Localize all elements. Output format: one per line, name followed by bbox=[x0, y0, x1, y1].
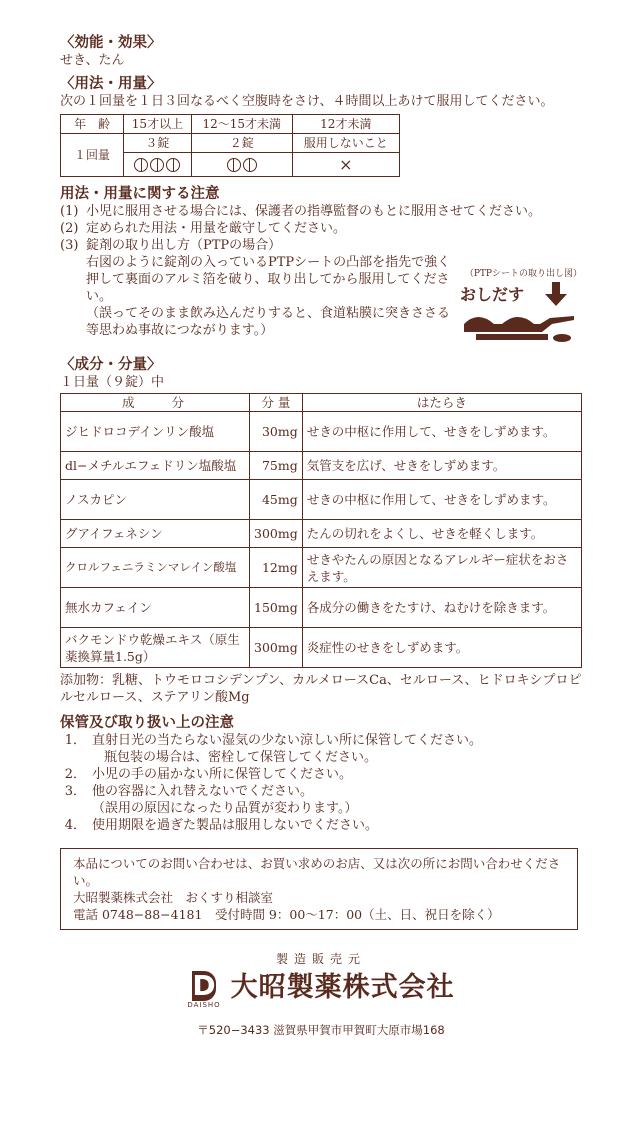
storage-number: 2． bbox=[64, 767, 86, 782]
caution-number: (2) bbox=[60, 221, 79, 236]
table-row bbox=[61, 452, 582, 480]
maker-logo-row bbox=[60, 971, 582, 1010]
ingredient-amount: 75mg bbox=[250, 452, 303, 480]
contact-line-3: 電話 0748−88−4181 受付時間 9：00〜17：00（土、日、祝日を除く） bbox=[73, 907, 500, 922]
contact-line-1: 本品についてのお問い合わせは、お買い求めのお店、又は次の所にお問い合わせください。 bbox=[73, 856, 561, 888]
ingredient-amount: 150mg bbox=[250, 588, 303, 628]
dose-amount-15-plus: ３錠 bbox=[124, 134, 192, 153]
caution-number: (1) bbox=[60, 204, 79, 219]
ingredient-name: 無水カフェイン bbox=[61, 588, 250, 628]
storage-main: 他の容器に入れ替えないでください。 bbox=[92, 784, 314, 799]
table-row bbox=[61, 520, 582, 548]
caution-item bbox=[60, 237, 582, 254]
ingredient-name: クロルフェニラミンマレイン酸塩 bbox=[61, 548, 250, 588]
company-name: 大昭製薬株式会社 bbox=[230, 972, 455, 1003]
ingredient-header-amount: 分 量 bbox=[250, 394, 303, 412]
ptp-warning-text: （誤ってそのまま飲み込んだりすると、食道粘膜に突きささる等思わぬ事故につながります。） bbox=[86, 306, 451, 338]
logo-subtext: DAISHO bbox=[187, 1001, 221, 1009]
dosage-text: 次の１回量を１日３回なるべく空腹時をさけ、４時間以上あけて服用してください。 bbox=[60, 94, 554, 109]
ingredient-name: ジヒドロコデインリン酸塩 bbox=[61, 412, 250, 452]
table-row bbox=[61, 588, 582, 628]
table-row bbox=[61, 412, 582, 452]
storage-number: 3． bbox=[64, 784, 86, 799]
table-row bbox=[61, 628, 582, 668]
ingredient-effect: 炎症性のせきをしずめます。 bbox=[302, 628, 581, 668]
age-label: 年 齢 bbox=[61, 115, 124, 134]
tablet-icon bbox=[134, 158, 148, 172]
tablet-icon bbox=[166, 158, 180, 172]
ingredient-name: グアイフェネシン bbox=[61, 520, 250, 548]
push-arrow-icon bbox=[545, 282, 567, 306]
caution-item bbox=[60, 203, 582, 220]
ptp-push-illustration bbox=[458, 280, 582, 346]
ingredient-amount: 300mg bbox=[250, 628, 303, 668]
caution-text: 定められた用法・用量を厳守してください。 bbox=[86, 221, 347, 236]
caution-text: 小児に服用させる場合には、保護者の指導監督のもとに服用させてください。 bbox=[86, 204, 542, 219]
age-12-15: 12～15才未満 bbox=[191, 115, 292, 134]
contact-line-2: 大昭製薬株式会社 おくすり相談室 bbox=[73, 890, 274, 905]
storage-item bbox=[60, 732, 582, 766]
storage-sub: （誤用の原因になったり品質が変わります。） bbox=[92, 801, 358, 816]
tablet-icon bbox=[243, 158, 257, 172]
ingredient-effect: せきやたんの原因となるアレルギー症状をおさえます。 bbox=[302, 548, 581, 588]
storage-item bbox=[60, 817, 582, 834]
storage-main: 小児の手の届かない所に保管してください。 bbox=[92, 767, 353, 782]
dosage-table bbox=[60, 114, 400, 177]
tablet-icons-12-15 bbox=[191, 153, 292, 177]
dose-amount-under-12: 服用しないこと bbox=[292, 134, 399, 153]
ptp-figure-caption: （PTPシートの取り出し図） bbox=[464, 269, 582, 279]
dose-amount-12-15: ２錠 bbox=[191, 134, 292, 153]
storage-text bbox=[92, 783, 357, 817]
age-under-12: 12才未満 bbox=[292, 115, 399, 134]
ingredient-header-effect: はたらき bbox=[302, 394, 581, 412]
efficacy-title: 〈効能・効果〉 bbox=[60, 35, 162, 51]
caution-item bbox=[60, 220, 582, 237]
ingredient-amount: 300mg bbox=[250, 520, 303, 548]
ingredients-table bbox=[60, 393, 582, 668]
ingredient-effect: せきの中枢に作用して、せきをしずめます。 bbox=[302, 480, 581, 520]
dose-row-label: １回量 bbox=[61, 134, 124, 177]
tablet-icons-15-plus bbox=[124, 153, 192, 177]
package-insert bbox=[60, 34, 582, 1038]
tablet-icon bbox=[553, 334, 571, 342]
storage-item bbox=[60, 783, 582, 817]
storage-item bbox=[60, 766, 582, 783]
age-15-plus: 15才以上 bbox=[124, 115, 192, 134]
storage-main: 直射日光の当たらない湿気の少ない涼しい所に保管してください。 bbox=[92, 733, 483, 748]
ingredient-effect: せきの中枢に作用して、せきをしずめます。 bbox=[302, 412, 581, 452]
tablet-icon bbox=[227, 158, 241, 172]
ingredient-name: ノスカピン bbox=[61, 480, 250, 520]
ptp-figure bbox=[458, 268, 582, 348]
ingredient-name: dl−メチルエフェドリン塩酸塩 bbox=[61, 452, 250, 480]
storage-number: 1． bbox=[64, 733, 86, 748]
table-row bbox=[61, 548, 582, 588]
ingredient-amount: 45mg bbox=[250, 480, 303, 520]
tablet-icon bbox=[150, 158, 164, 172]
company-address: 〒520−3433 滋賀県甲賀市甲賀町大原市場168 bbox=[197, 1023, 445, 1037]
ingredient-amount: 12mg bbox=[250, 548, 303, 588]
table-row bbox=[61, 480, 582, 520]
ingredient-amount: 30mg bbox=[250, 412, 303, 452]
contact-box bbox=[60, 848, 578, 930]
cautions-title: 用法・用量に関する注意 bbox=[60, 186, 220, 202]
efficacy-text: せき、たん bbox=[60, 53, 125, 68]
storage-number: 4． bbox=[64, 818, 86, 833]
storage-text bbox=[92, 732, 482, 766]
no-use-mark: × bbox=[292, 153, 399, 177]
logo-letter: D bbox=[192, 969, 216, 1002]
ingredients-title: 〈成分・分量〉 bbox=[60, 357, 162, 373]
ingredients-subtitle: １日量（９錠）中 bbox=[60, 375, 165, 390]
caution-text: 錠剤の取り出し方（PTPの場合） bbox=[86, 238, 282, 253]
storage-main: 使用期限を過ぎた製品は服用しないでください。 bbox=[92, 818, 379, 833]
maker-label: 製造販売元 bbox=[275, 952, 366, 966]
dosage-title: 〈用法・用量〉 bbox=[60, 76, 162, 92]
ingredient-header-name: 成 分 bbox=[61, 394, 250, 412]
caution-number: (3) bbox=[60, 238, 79, 253]
ptp-push-label: おしだす bbox=[460, 285, 525, 304]
ptp-instruction-text: 右図のように錠剤の入っているPTPシートの凸部を指先で強く押して裏面のアルミ箔を破り、取り出してから服用してください。 bbox=[86, 255, 451, 304]
storage-sub: 瓶包装の場合は、密栓して保管してください。 bbox=[104, 750, 378, 765]
ingredient-effect: 各成分の働きをたすけ、ねむけを除きます。 bbox=[302, 588, 581, 628]
ptp-instructions bbox=[60, 254, 582, 346]
ingredient-effect: 気管支を広げ、せきをしずめます。 bbox=[302, 452, 581, 480]
ingredient-effect: たんの切れをよくし、せきを軽くします。 bbox=[302, 520, 581, 548]
ptp-text-block bbox=[86, 254, 458, 339]
ingredient-name: バクモンドウ乾燥エキス（原生薬換算量1.5g） bbox=[61, 628, 250, 668]
daisho-logo bbox=[187, 971, 220, 1010]
ptp-sheet-icon bbox=[464, 316, 574, 332]
storage-title: 保管及び取り扱い上の注意 bbox=[60, 715, 234, 731]
additives-text: 添加物：乳糖、トウモロコシデンプン、カルメロースCa、セルロース、ヒドロキシプロピルセルロース、ステアリン酸Mg bbox=[60, 673, 582, 705]
